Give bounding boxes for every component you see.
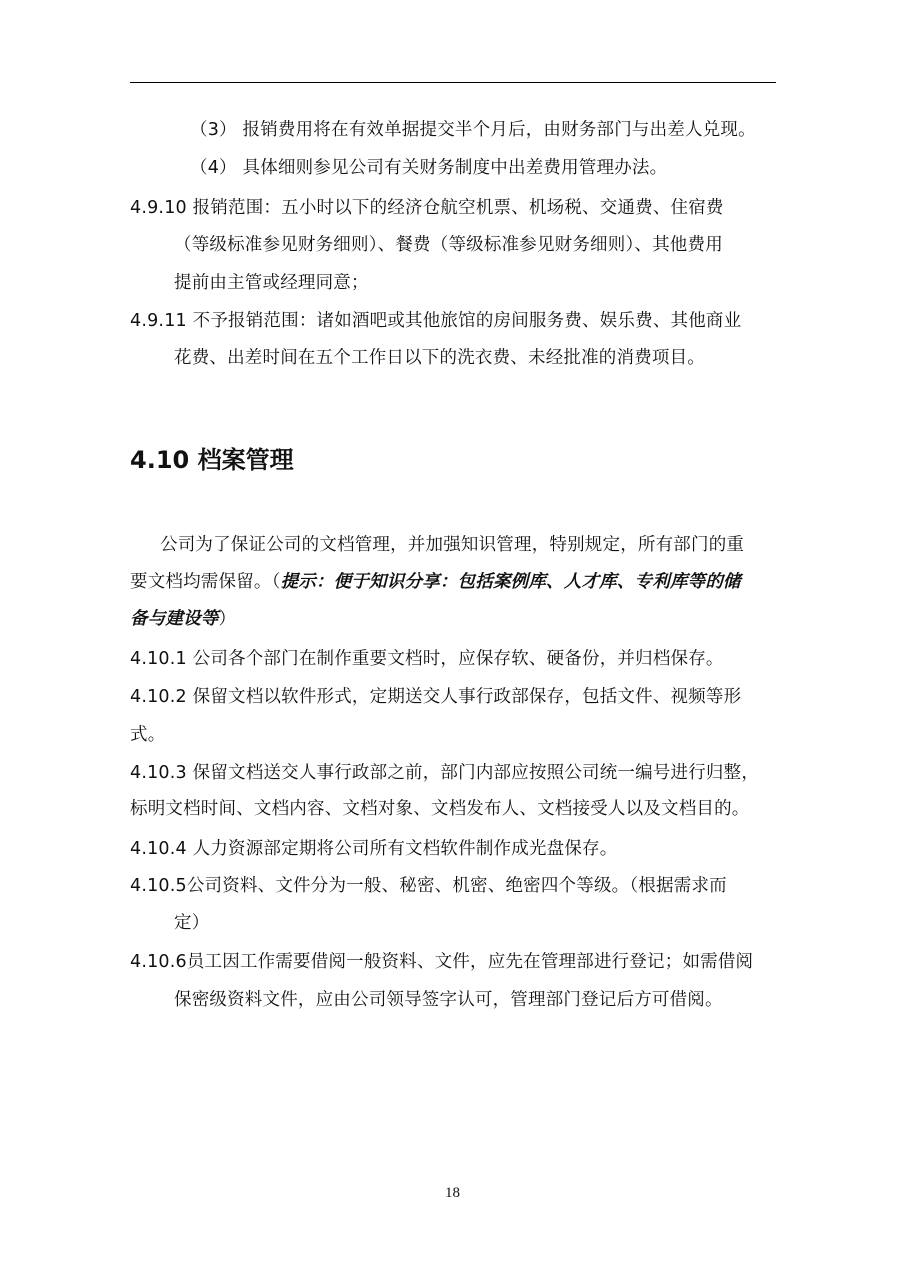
intro-plain-text: 要文档均需保留。（ [130, 572, 281, 592]
text-line-4-9-10-cont: （等级标准参见财务细则）、餐费（等级标准参见财务细则）、其他费用 [174, 235, 723, 255]
text-line-4-10-2: 4.10.2 保留文档以软件形式，定期送交人事行政部保存，包括文件、视频等形 [130, 687, 742, 707]
intro-line-1: 公司为了保证公司的文档管理，并加强知识管理，特别规定，所有部门的重 [160, 535, 745, 555]
text-line-4-10-6: 4.10.6员工因工作需要借阅一般资料、文件，应先在管理部进行登记；如需借阅 [130, 952, 754, 972]
text-line-4-10-5-cont: 定） [174, 913, 210, 933]
page-number: 18 [445, 1185, 460, 1201]
intro-hint-text: 备与建设等 [130, 609, 219, 629]
text-line-4-9-11-cont: 花费、出差时间在五个工作日以下的洗衣费、未经批准的消费项目。 [174, 348, 705, 368]
text-line-4-10-3-cont: 标明文档时间、文档内容、文档对象、文档发布人、文档接受人以及文档目的。 [130, 799, 750, 819]
text-line-4-9-10: 4.9.10 报销范围：五小时以下的经济仓航空机票、机场税、交通费、住宿费 [130, 198, 724, 218]
text-line-4-10-1: 4.10.1 公司各个部门在制作重要文档时，应保存软、硬备份，并归档保存。 [130, 649, 724, 669]
intro-plain-text: ） [218, 609, 237, 629]
section-heading: 4.10 档案管理 [130, 446, 294, 474]
intro-line-3 [130, 607, 236, 631]
intro-hint-text: 提示：便于知识分享：包括案例库、人才库、专利库等的储 [280, 572, 741, 592]
text-line-4-10-2-cont: 式。 [130, 725, 166, 745]
text-line-4-9-10-cont: 提前由主管或经理同意； [174, 273, 369, 293]
header-rule [130, 82, 776, 83]
text-line-item-3: （3） 报销费用将在有效单据提交半个月后，由财务部门与出差人兑现。 [190, 120, 756, 140]
intro-line-2 [130, 570, 741, 594]
text-line-4-10-3: 4.10.3 保留文档送交人事行政部之前，部门内部应按照公司统一编号进行归整， [130, 763, 760, 783]
text-line-4-10-6-cont: 保密级资料文件，应由公司领导签字认可，管理部门登记后方可借阅。 [174, 990, 723, 1010]
text-line-4-9-11: 4.9.11 不予报销范围：诸如酒吧或其他旅馆的房间服务费、娱乐费、其他商业 [130, 311, 742, 331]
text-line-item-4: （4） 具体细则参见公司有关财务制度中出差费用管理办法。 [190, 158, 668, 178]
text-line-4-10-4: 4.10.4 人力资源部定期将公司所有文档软件制作成光盘保存。 [130, 839, 618, 859]
text-line-4-10-5: 4.10.5公司资料、文件分为一般、秘密、机密、绝密四个等级。（根据需求而 [130, 876, 727, 896]
